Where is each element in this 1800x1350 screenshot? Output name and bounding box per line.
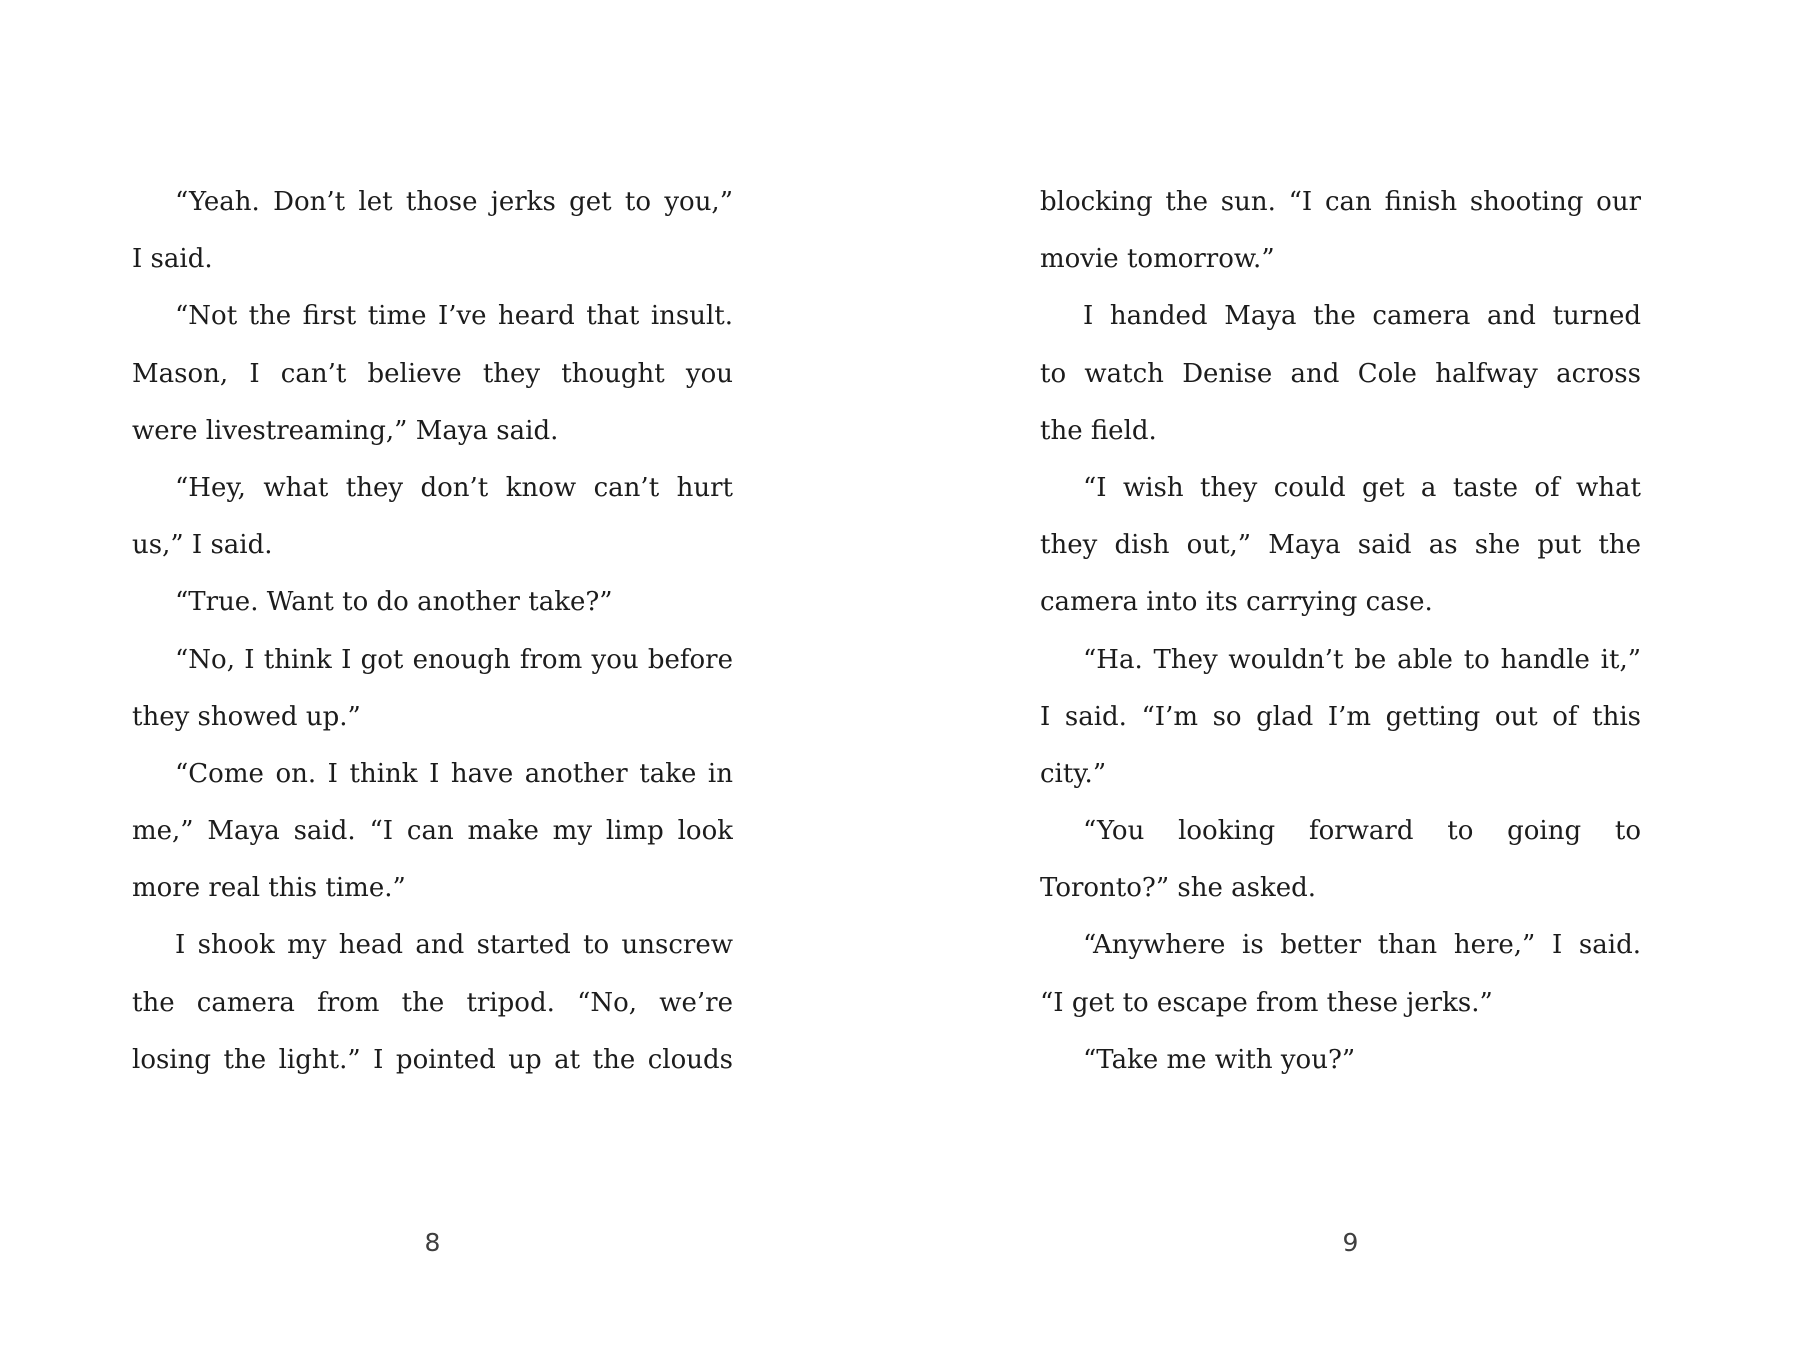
text-line: I said. [132,244,213,275]
text-line: “You looking forward to going to [1083,816,1641,847]
page-right [900,0,1800,1350]
text-line: us,” I said. [132,530,273,561]
text-line: were livestreaming,” Maya said. [132,415,559,446]
text-line: the camera from the tripod. “No, we’re [132,987,733,1018]
text-line: blocking the sun. “I can finish shooting our [1040,187,1641,217]
text-line: city.” [1040,758,1107,789]
text-line: movie tomorrow.” [1040,244,1275,275]
text-line: they dish out,” Maya said as she put the [1040,530,1641,561]
text-line: Toronto?” she asked. [1040,873,1317,904]
text-line: “True. Want to do another take?” [175,587,613,618]
page-number-left: 8 [424,1228,441,1257]
page-right-text-block [1040,174,1641,1089]
text-line: “I get to escape from these jerks.” [1040,987,1493,1018]
text-line: I handed Maya the camera and turned [1083,301,1641,332]
text-line: to watch Denise and Cole halfway across [1040,358,1641,389]
text-line: “I wish they could get a taste of what [1083,472,1641,503]
text-line: more real this time.” [132,873,406,904]
text-line: “Come on. I think I have another take in [175,758,733,789]
text-line: losing the light.” I pointed up at the clouds [132,1044,733,1075]
text-line: “Ha. They wouldn’t be able to handle it,” [1083,644,1641,675]
text-line: me,” Maya said. “I can make my limp look [132,816,733,847]
text-line: “No, I think I got enough from you before [175,644,733,675]
text-line: camera into its carrying case. [1040,587,1433,618]
page-left-text-block [132,174,733,1089]
text-line: I said. “I’m so glad I’m getting out of this [1040,701,1641,732]
text-line: they showed up.” [132,701,361,732]
text-line: “Take me with you?” [1083,1044,1356,1075]
text-line: I shook my head and started to unscrew [175,930,733,961]
page-number-right: 9 [1342,1228,1359,1257]
text-line: “Hey, what they don’t know can’t hurt [175,472,733,503]
text-line: “Not the first time I’ve heard that insult. [175,301,733,332]
text-line: “Anywhere is better than here,” I said. [1083,930,1641,961]
text-line: the field. [1040,415,1157,446]
text-line: “Yeah. Don’t let those jerks get to you,” [175,187,733,217]
text-line: Mason, I can’t believe they thought you [132,358,733,389]
